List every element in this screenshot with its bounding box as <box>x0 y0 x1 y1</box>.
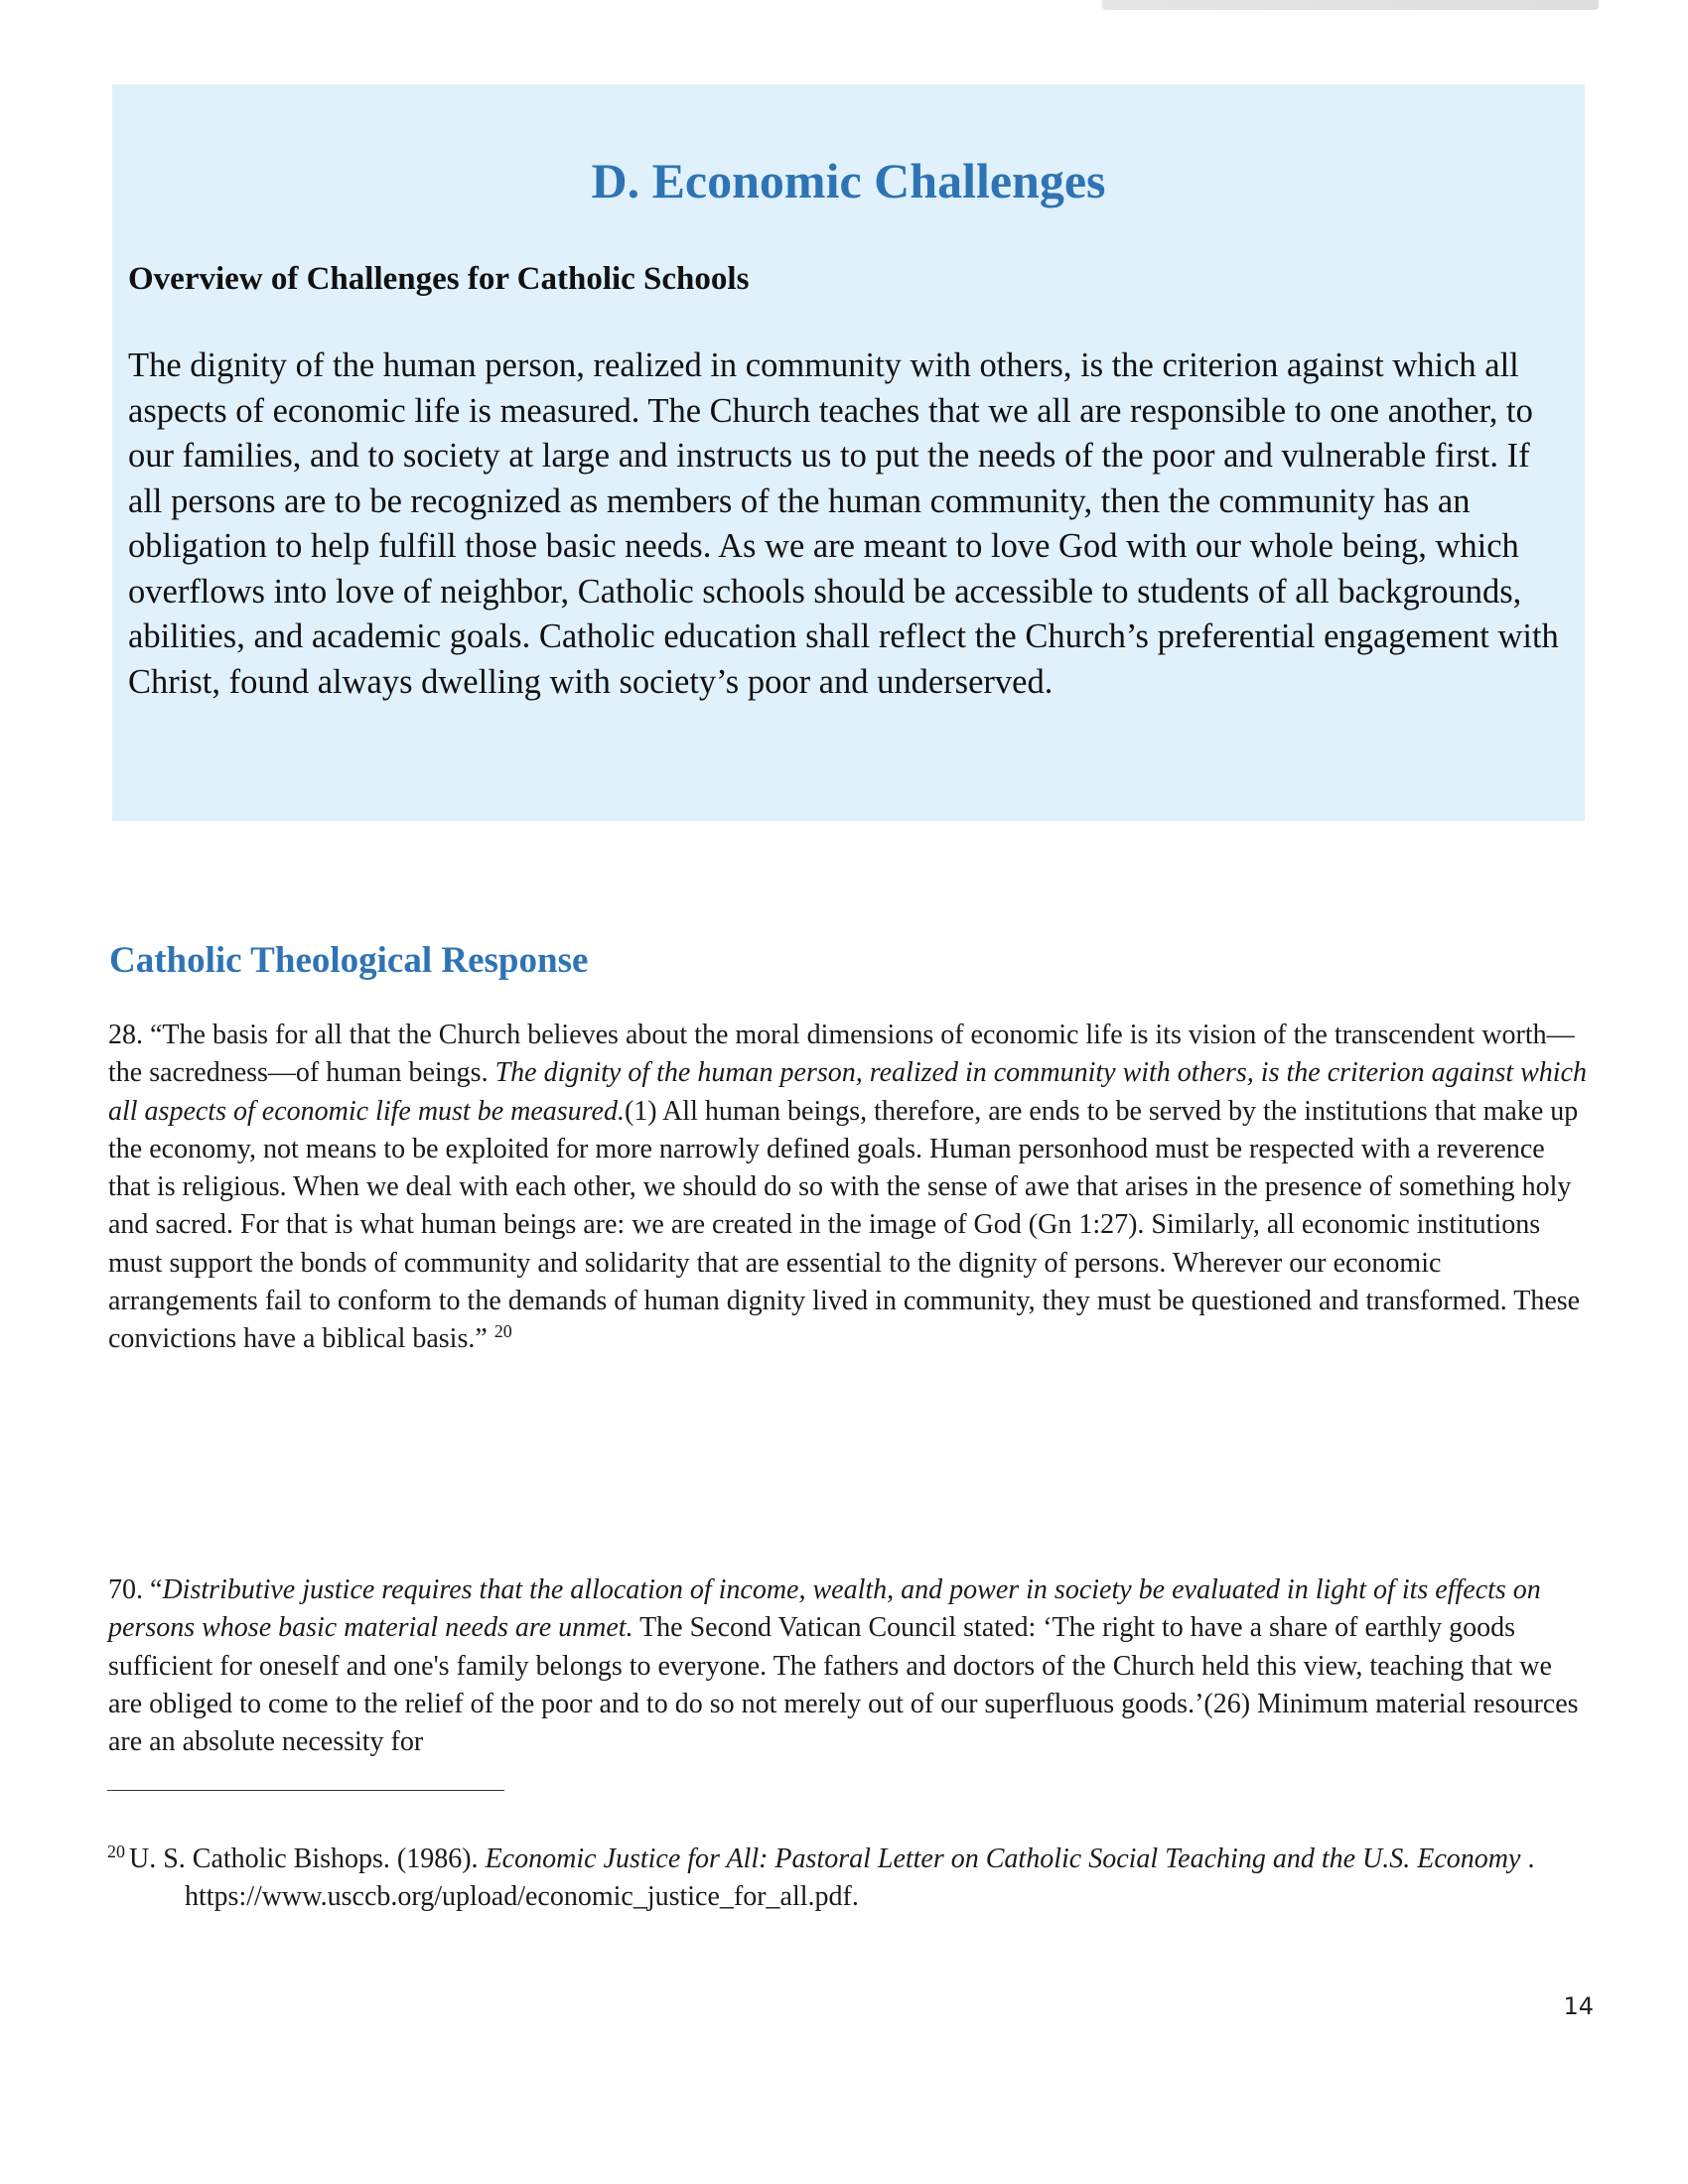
paragraph-70 <box>108 1571 1588 1761</box>
footnote-citation-url[interactable]: . https://www.usccb.org/upload/economic_justice_for_all.pdf. <box>185 1843 1535 1912</box>
footnote-divider <box>107 1790 504 1791</box>
theological-response-heading: Catholic Theological Response <box>109 940 589 981</box>
footnote-reference[interactable]: 20 <box>493 1321 512 1342</box>
header-fragment <box>1102 0 1599 10</box>
overview-body: The dignity of the human person, realized in community with others, is the criterion against which all aspects of economic life is measured. The Church teaches that we all are responsible to one another, to our families, and to society at large and instructs us to put the needs of the poor and vulnerable first. If all persons are to be recognized as members of the human community, then the community has an obligation to help fulfill those basic needs. As we are meant to love God with our whole being, which overflows into love of neighbor, Catholic schools should be accessible to students of all backgrounds, abilities, and academic goals. Catholic education shall reflect the Church’s preferential engagement with Christ, found always dwelling with society’s poor and underserved. <box>128 346 1559 701</box>
footnote-citation-title: Economic Justice for All: Pastoral Letter on Catholic Social Teaching and the U.S. Economy <box>485 1843 1521 1874</box>
paragraph-70-lead: 70. “ <box>108 1574 163 1605</box>
paragraph-28 <box>108 1017 1588 1359</box>
section-title: D. Economic Challenges <box>591 153 1106 208</box>
paragraph-28-rest: (1) All human beings, therefore, are ends to be served by the institutions that make up the economy, not means to be exploited for more narrowly defined goals. Human personhood must be respected with a reverence that is religious. When we deal with each other, we should do so with the sense of awe that arises in the presence of something holy and sacred. For that is what human beings are: we are created in the image of God (Gn 1:27). Similarly, all economic institutions must support the bonds of community and solidarity that are essential to the dignity of persons. Wherever our economic arrangements fail to conform to the demands of human dignity lived in community, they must be questioned and transformed. These convictions have a biblical basis.” <box>108 1095 1581 1355</box>
paragraph-70-italic: Distributive justice requires that the allocation of income, wealth, and power in society be evaluated in light of its effects on persons whose basic material needs are unmet. <box>108 1574 1541 1644</box>
paragraph-70-rest: The Second Vatican Council stated: ‘The right to have a share of earthly goods sufficient for oneself and one's family belongs to everyone. The fathers and doctors of the Church held this view, teaching that we are obliged to come to the relief of the poor and to do so not merely out of our superfluous goods.’(26) Minimum material resources are an absolute necessity for <box>108 1612 1579 1758</box>
paragraph-28-italic: The dignity of the human person, realized in community with others, is the criterion against which all aspects of economic life must be measured. <box>108 1057 1588 1127</box>
overview-box <box>112 84 1585 821</box>
footnote-number: 20 <box>107 1842 125 1861</box>
footnote-citation-lead: U. S. Catholic Bishops. (1986). <box>129 1843 486 1874</box>
paragraph-28-lead: 28. “The basis for all that the Church believes about the moral dimensions of economic life is its vision of the transcendent worth—the sacredness—of human beings. <box>108 1020 1575 1089</box>
page-number: 14 <box>1563 1992 1594 2020</box>
overview-subtitle: Overview of Challenges for Catholic Schools <box>128 261 750 297</box>
footnote <box>107 1841 1664 1916</box>
